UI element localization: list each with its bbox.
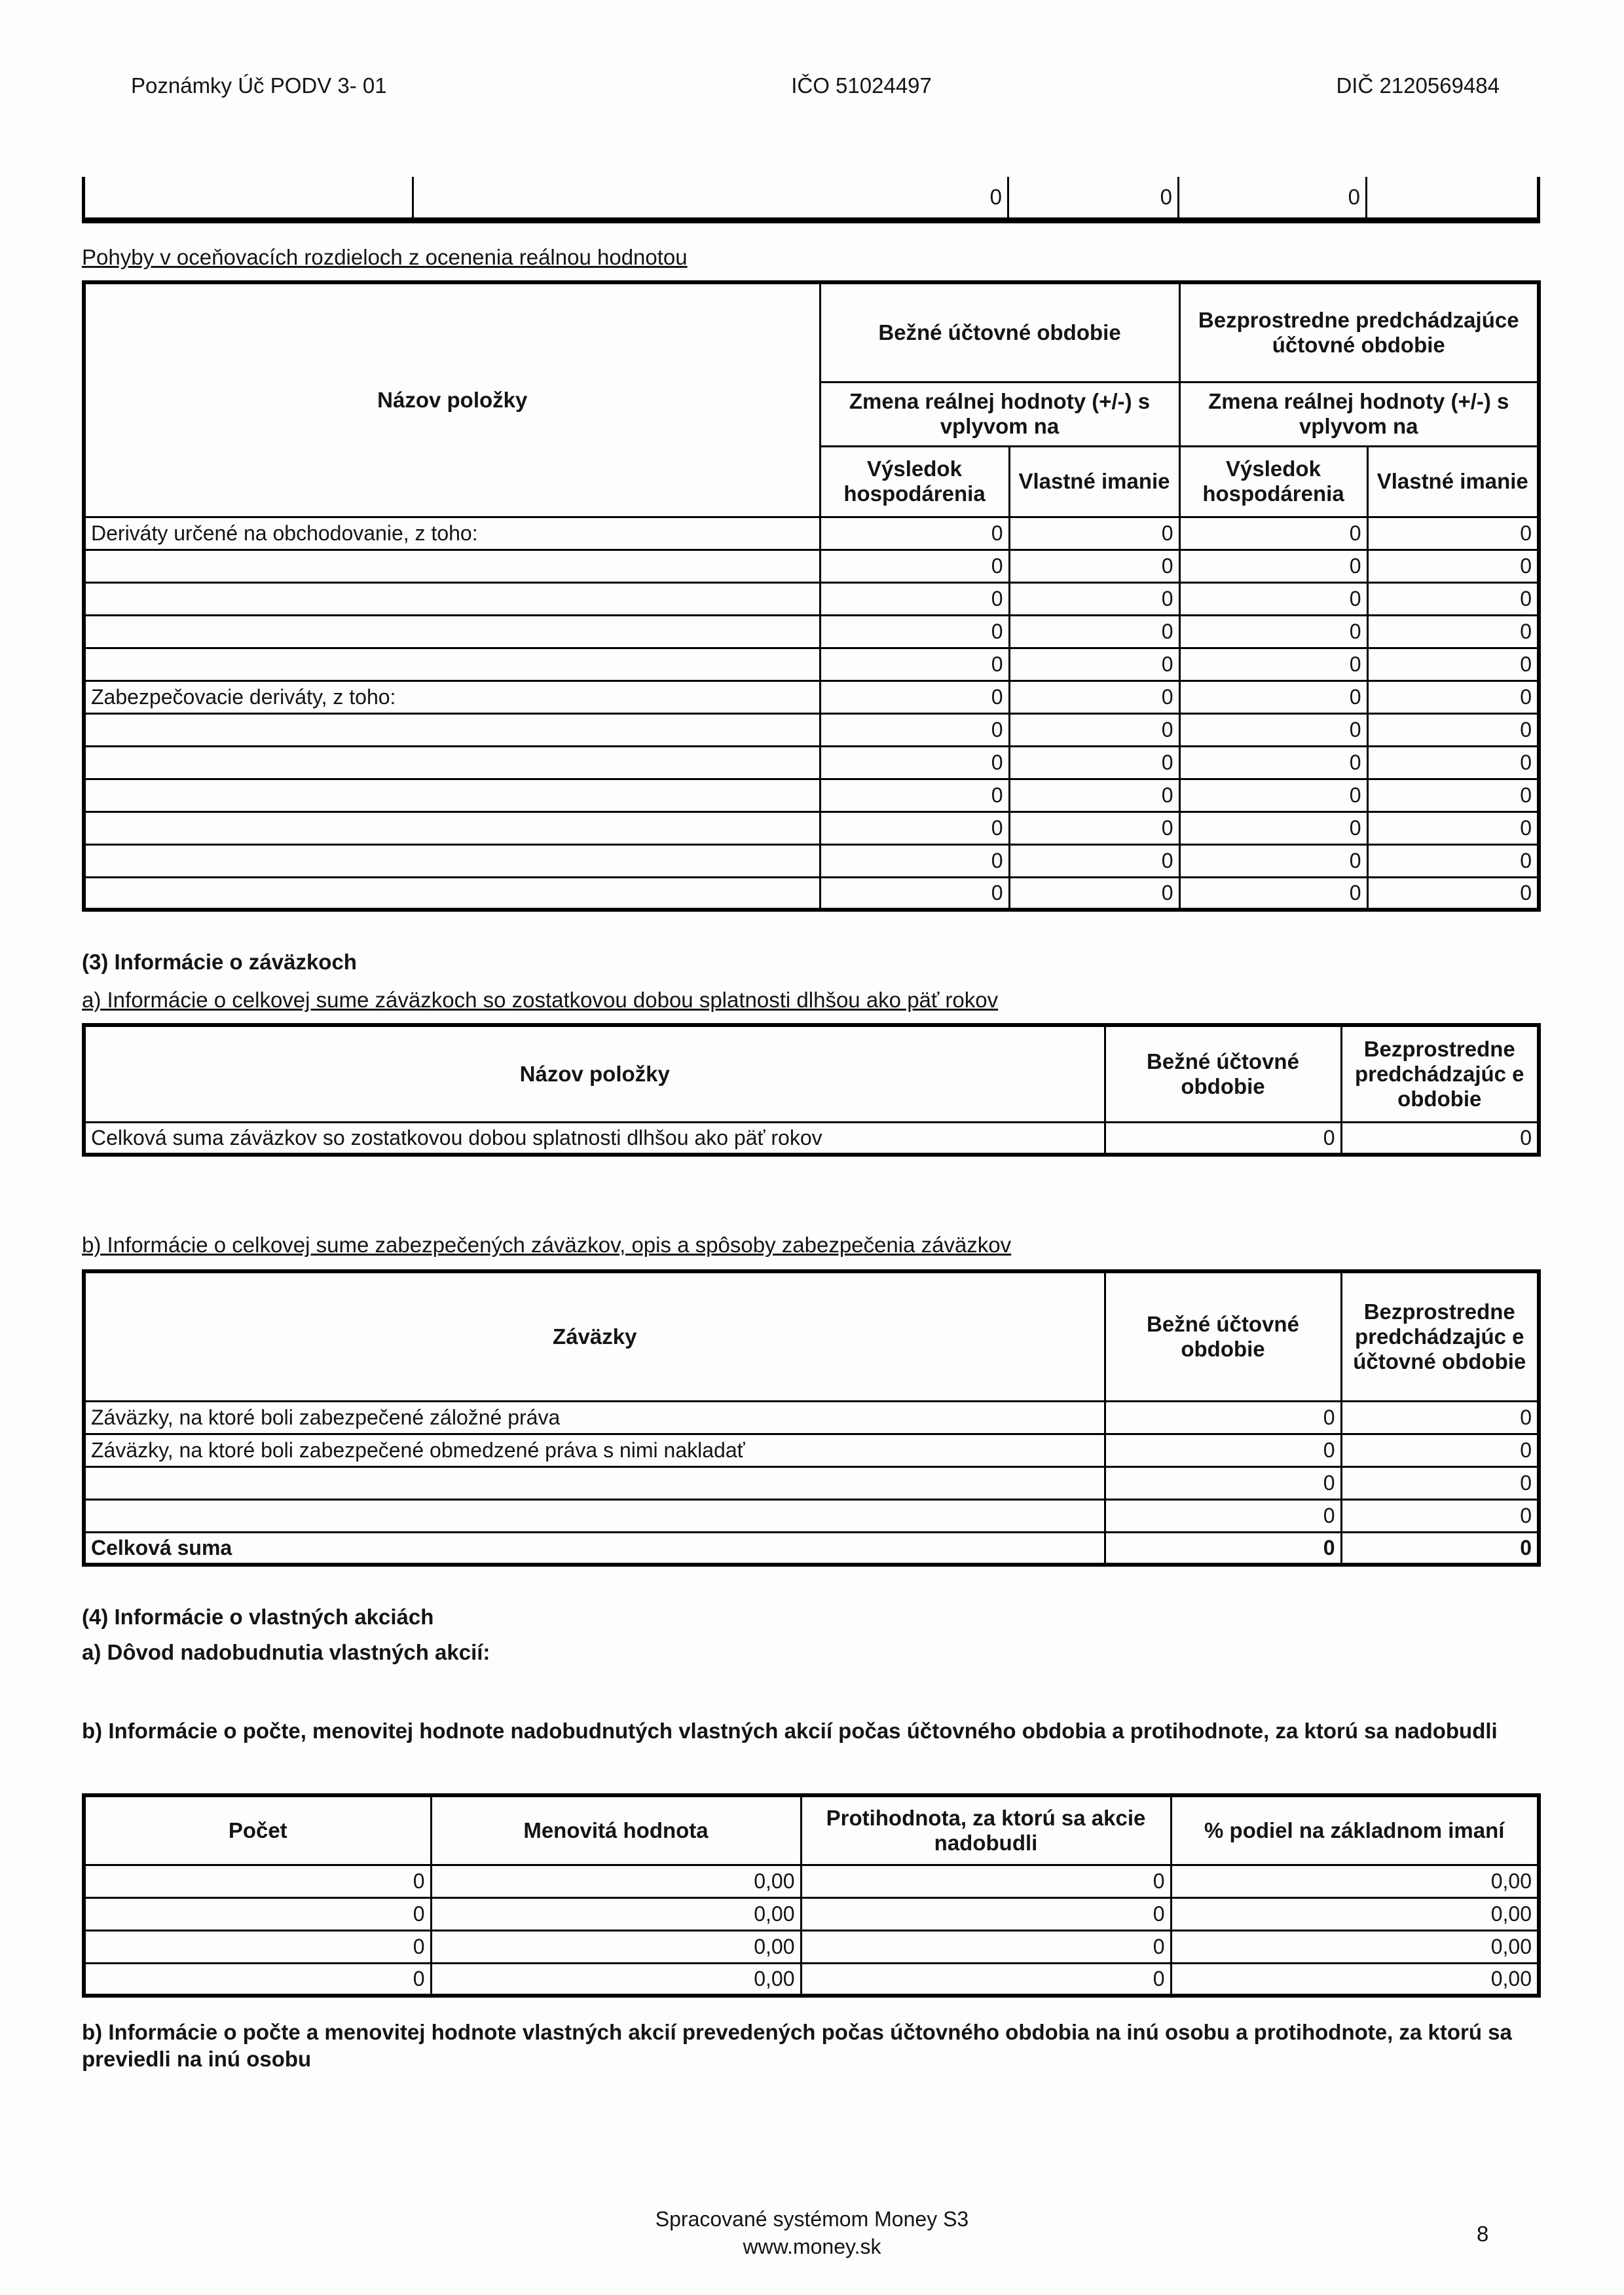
value-cell: 0 <box>1341 1466 1539 1499</box>
item-label-cell <box>84 1499 1105 1532</box>
liabilities-maturity-table <box>82 1023 1541 1157</box>
table-row <box>84 582 1539 615</box>
item-label-cell: Deriváty určené na obchodovanie, z toho: <box>84 517 820 550</box>
table-row <box>84 615 1539 648</box>
value-cell: 0 <box>1367 517 1539 550</box>
footer-url: www.money.sk <box>743 2234 881 2258</box>
table-header-row <box>84 1271 1539 1401</box>
value-cell: 0 <box>1367 812 1539 844</box>
item-label-cell <box>84 877 820 910</box>
value-cell: 0 <box>1341 1434 1539 1466</box>
value-cell: 0 <box>1367 713 1539 746</box>
carryover-cell: 0 <box>1008 177 1179 220</box>
value-cell: 0 <box>1367 681 1539 713</box>
value-cell: 0 <box>1179 713 1367 746</box>
item-label-cell <box>84 1466 1105 1499</box>
item-label-cell <box>84 844 820 877</box>
value-cell: 0 <box>1367 746 1539 779</box>
value-cell: 0 <box>820 812 1009 844</box>
value-cell: 0 <box>1105 1434 1341 1466</box>
fair-value-table-wrap <box>82 280 1537 912</box>
value-cell: 0 <box>1179 681 1367 713</box>
value-cell: 0 <box>1009 648 1179 681</box>
page-footer <box>0 2206 1624 2260</box>
value-cell: 0 <box>1179 812 1367 844</box>
value-cell: 0 <box>1341 1122 1539 1155</box>
share-cell: 0,00 <box>1171 1930 1539 1963</box>
col-share-header: % podiel na základnom imaní <box>1171 1795 1539 1865</box>
table-row <box>84 1401 1539 1434</box>
page-number: 8 <box>1477 2222 1489 2246</box>
item-label-cell: Zabezpečovacie deriváty, z toho: <box>84 681 820 713</box>
section4a-title: a) Dôvod nadobudnutia vlastných akcií: <box>82 1640 490 1664</box>
col-item-header: Záväzky <box>84 1271 1105 1401</box>
value-cell: 0 <box>820 582 1009 615</box>
value-cell: 0 <box>1179 844 1367 877</box>
value-cell: 0 <box>1367 582 1539 615</box>
col-item-header: Názov položky <box>84 1025 1105 1122</box>
value-cell: 0 <box>1009 779 1179 812</box>
count-cell: 0 <box>84 1930 431 1963</box>
table-row <box>84 844 1539 877</box>
count-cell: 0 <box>84 1963 431 1996</box>
value-cell: 0 <box>1009 746 1179 779</box>
nominal-cell: 0,00 <box>431 1865 801 1897</box>
col-consideration-header: Protihodnota, za ktorú sa akcie nadobudli <box>801 1795 1171 1865</box>
item-label-cell: Celková suma záväzkov so zostatkovou dobou splatnosti dlhšou ako päť rokov <box>84 1122 1105 1155</box>
value-cell: 0 <box>820 681 1009 713</box>
value-cell: 0 <box>1179 877 1367 910</box>
fair-value-table <box>82 280 1541 912</box>
value-cell: 0 <box>1341 1499 1539 1532</box>
section3b-title: b) Informácie o celkovej sume zabezpečených záväzkov, opis a spôsoby zabezpečenia záväzkov <box>82 1233 1012 1257</box>
own-shares-table <box>82 1793 1541 1998</box>
consideration-cell: 0 <box>801 1930 1171 1963</box>
table-row <box>84 550 1539 582</box>
table-row <box>84 1466 1539 1499</box>
value-cell: 0 <box>1367 877 1539 910</box>
col-equity-header: Vlastné imanie <box>1367 446 1539 517</box>
carryover-cell: 0 <box>413 177 1008 220</box>
item-label-cell: Celková suma <box>84 1532 1105 1565</box>
value-cell: 0 <box>820 615 1009 648</box>
table-row <box>84 1122 1539 1155</box>
value-cell: 0 <box>1105 1401 1341 1434</box>
value-cell: 0 <box>1009 615 1179 648</box>
value-cell: 0 <box>1179 550 1367 582</box>
table-row <box>84 877 1539 910</box>
carryover-cell <box>84 177 413 220</box>
item-label-cell <box>84 713 820 746</box>
value-cell: 0 <box>1341 1532 1539 1565</box>
value-cell: 0 <box>1009 812 1179 844</box>
share-cell: 0,00 <box>1171 1963 1539 1996</box>
value-cell: 0 <box>1179 648 1367 681</box>
carryover-cell: 0 <box>1179 177 1367 220</box>
value-cell: 0 <box>1179 779 1367 812</box>
table-header-row <box>84 1795 1539 1865</box>
table-header-row <box>84 282 1539 382</box>
nominal-cell: 0,00 <box>431 1930 801 1963</box>
value-cell: 0 <box>1009 713 1179 746</box>
value-cell: 0 <box>1367 779 1539 812</box>
value-cell: 0 <box>1009 681 1179 713</box>
value-cell: 0 <box>820 648 1009 681</box>
count-cell: 0 <box>84 1897 431 1930</box>
value-cell: 0 <box>1105 1466 1341 1499</box>
item-label-cell: Záväzky, na ktoré boli zabezpečené obmedzené práva s nimi nakladať <box>84 1434 1105 1466</box>
col-current-period-header: Bežné účtovné obdobie <box>1105 1271 1341 1401</box>
liabilities-maturity-table-wrap <box>82 1023 1537 1157</box>
item-label-cell <box>84 615 820 648</box>
value-cell: 0 <box>820 877 1009 910</box>
table-row <box>84 713 1539 746</box>
table-row <box>84 812 1539 844</box>
col-nominal-header: Menovitá hodnota <box>431 1795 801 1865</box>
carryover-table-wrap <box>82 177 1537 223</box>
value-cell: 0 <box>1009 844 1179 877</box>
fair-value-title: Pohyby v oceňovacích rozdieloch z ocenenia reálnou hodnotou <box>82 245 688 269</box>
value-cell: 0 <box>820 550 1009 582</box>
value-cell: 0 <box>1179 615 1367 648</box>
section4-heading: (4) Informácie o vlastných akciách <box>82 1605 434 1629</box>
section3-heading: (3) Informácie o záväzkoch <box>82 950 357 974</box>
value-cell: 0 <box>820 779 1009 812</box>
value-cell: 0 <box>820 844 1009 877</box>
page-header <box>0 73 1624 98</box>
value-cell: 0 <box>1105 1122 1341 1155</box>
col-result-header: Výsledok hospodárenia <box>1179 446 1367 517</box>
col-item-header: Názov položky <box>84 282 820 517</box>
table-row <box>84 1897 1539 1930</box>
item-label-cell <box>84 582 820 615</box>
col-change-current-header: Zmena reálnej hodnoty (+/-) s vplyvom na <box>820 382 1179 446</box>
value-cell: 0 <box>820 746 1009 779</box>
table-row <box>84 517 1539 550</box>
table-row <box>84 1865 1539 1897</box>
value-cell: 0 <box>1341 1401 1539 1434</box>
col-previous-period-header: Bezprostredne predchádzajúce účtovné obdobie <box>1179 282 1539 382</box>
carryover-cell <box>1367 177 1539 220</box>
table-row <box>84 746 1539 779</box>
form-id-label: Poznámky Úč PODV 3- 01 <box>131 73 387 98</box>
item-label-cell <box>84 746 820 779</box>
item-label-cell: Záväzky, na ktoré boli zabezpečené záložné práva <box>84 1401 1105 1434</box>
col-current-period-header: Bežné účtovné obdobie <box>820 282 1179 382</box>
value-cell: 0 <box>1367 648 1539 681</box>
item-label-cell <box>84 779 820 812</box>
share-cell: 0,00 <box>1171 1865 1539 1897</box>
col-equity-header: Vlastné imanie <box>1009 446 1179 517</box>
col-previous-period-header: Bezprostredne predchádzajúc e obdobie <box>1341 1025 1539 1122</box>
dic-label: DIČ 2120569484 <box>1336 73 1500 98</box>
table-row <box>84 1963 1539 1996</box>
value-cell: 0 <box>1179 517 1367 550</box>
section4c-title: b) Informácie o počte a menovitej hodnote vlastných akcií prevedených počas účtovného obdobia na inú osobu a protihodnote, za ktorú sa previedli na inú osobu <box>82 2020 1512 2072</box>
section4b-title: b) Informácie o počte, menovitej hodnote nadobudnutých vlastných akcií počas účtovného obdobia a protihodnote, za ktorú sa nadobudli <box>82 1719 1498 1743</box>
nominal-cell: 0,00 <box>431 1897 801 1930</box>
value-cell: 0 <box>820 713 1009 746</box>
section3a-title: a) Informácie o celkovej sume záväzkoch so zostatkovou dobou splatnosti dlhšou ako päť rokov <box>82 988 999 1012</box>
table-row <box>84 1434 1539 1466</box>
item-label-cell <box>84 550 820 582</box>
value-cell: 0 <box>1179 746 1367 779</box>
col-count-header: Počet <box>84 1795 431 1865</box>
table-row <box>84 779 1539 812</box>
share-cell: 0,00 <box>1171 1897 1539 1930</box>
value-cell: 0 <box>1105 1499 1341 1532</box>
ico-label: IČO 51024497 <box>791 73 932 98</box>
value-cell: 0 <box>1367 550 1539 582</box>
secured-liabilities-table-wrap <box>82 1269 1537 1567</box>
consideration-cell: 0 <box>801 1865 1171 1897</box>
consideration-cell: 0 <box>801 1897 1171 1930</box>
table-row <box>84 1499 1539 1532</box>
count-cell: 0 <box>84 1865 431 1897</box>
secured-liabilities-table <box>82 1269 1541 1567</box>
nominal-cell: 0,00 <box>431 1963 801 1996</box>
table-total-row <box>84 1532 1539 1565</box>
value-cell: 0 <box>1009 877 1179 910</box>
col-previous-period-header: Bezprostredne predchádzajúc e účtovné obdobie <box>1341 1271 1539 1401</box>
item-label-cell <box>84 812 820 844</box>
table-row <box>84 177 1539 220</box>
value-cell: 0 <box>1105 1532 1341 1565</box>
value-cell: 0 <box>1367 844 1539 877</box>
col-change-previous-header: Zmena reálnej hodnoty (+/-) s vplyvom na <box>1179 382 1539 446</box>
value-cell: 0 <box>1367 615 1539 648</box>
table-row <box>84 648 1539 681</box>
carryover-table <box>82 177 1540 223</box>
processing-note: Spracované systémom Money S3 <box>655 2207 969 2231</box>
value-cell: 0 <box>1179 582 1367 615</box>
value-cell: 0 <box>1009 582 1179 615</box>
table-row <box>84 1930 1539 1963</box>
col-current-period-header: Bežné účtovné obdobie <box>1105 1025 1341 1122</box>
table-header-row <box>84 1025 1539 1122</box>
value-cell: 0 <box>820 517 1009 550</box>
col-result-header: Výsledok hospodárenia <box>820 446 1009 517</box>
item-label-cell <box>84 648 820 681</box>
value-cell: 0 <box>1009 517 1179 550</box>
own-shares-table-wrap <box>82 1793 1537 1998</box>
value-cell: 0 <box>1009 550 1179 582</box>
consideration-cell: 0 <box>801 1963 1171 1996</box>
table-row <box>84 681 1539 713</box>
